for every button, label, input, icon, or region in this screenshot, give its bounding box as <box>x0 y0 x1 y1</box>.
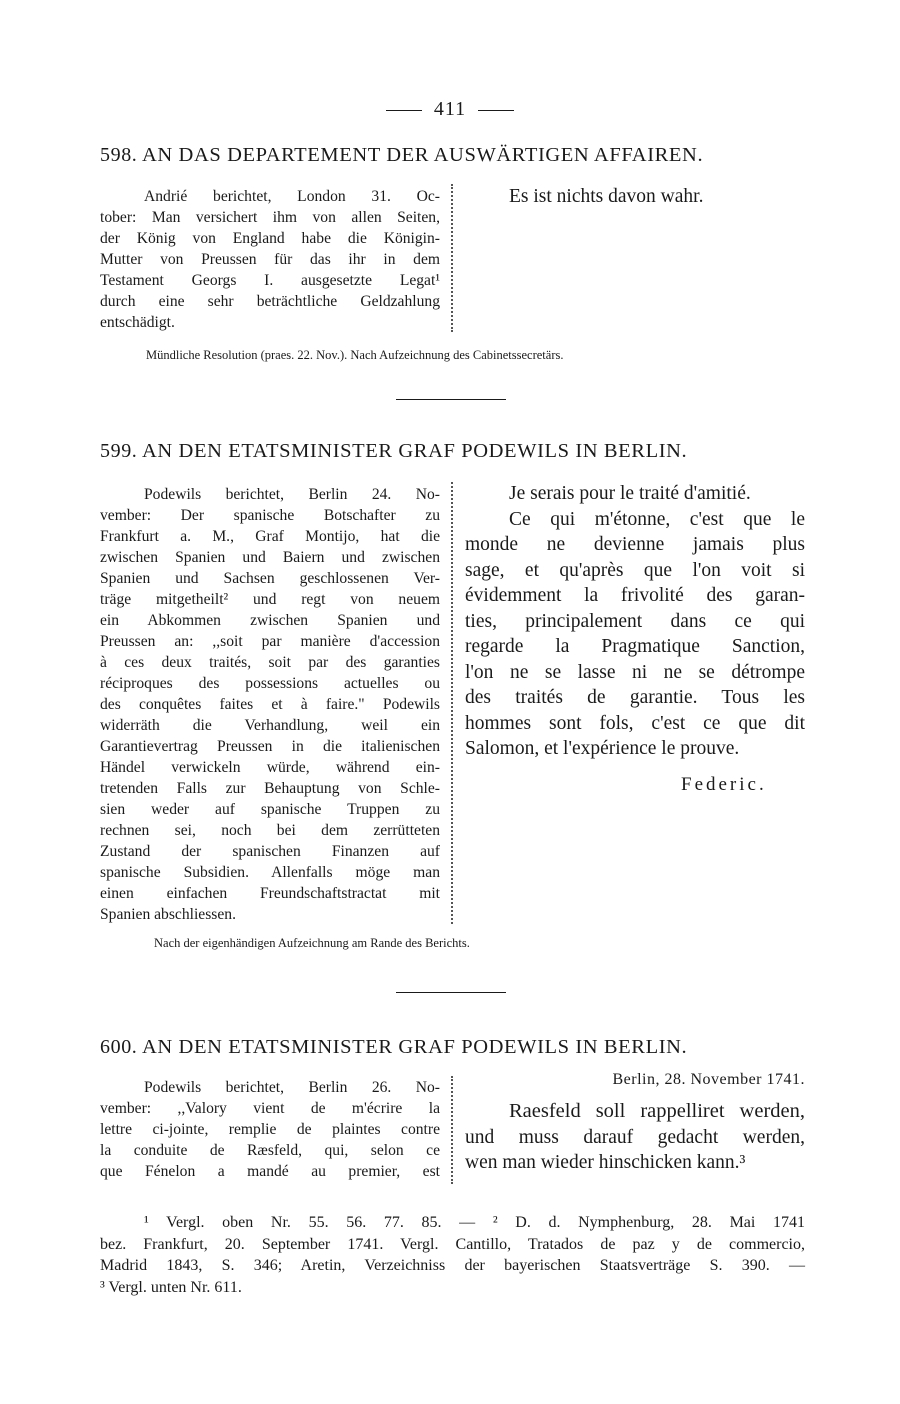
section-600-heading: 600. AN DEN ETATSMINISTER GRAF PODEWILS IN BERLIN. <box>100 1036 688 1058</box>
column-separator <box>451 184 453 332</box>
summary-line: entschädigt. <box>100 314 175 331</box>
section-599-heading: 599. AN DEN ETATSMINISTER GRAF PODEWILS IN BERLIN. <box>100 440 688 462</box>
summary-line: Zustand der spanischen Finanzen auf <box>100 843 440 860</box>
section-600-dateline: Berlin, 28. November 1741. <box>612 1071 805 1088</box>
resolution-line: Je serais pour le traité d'amitié. <box>509 483 751 504</box>
resolution-line: sage, et qu'après que l'on voit si <box>465 559 805 581</box>
column-separator <box>451 482 453 924</box>
resolution-line: regarde la Pragmatique Sanction, <box>465 636 805 657</box>
summary-line: durch eine sehr beträchtliche Geldzahlung <box>100 293 440 310</box>
summary-line: lettre ci-jointe, remplie de plaintes contre <box>100 1121 440 1138</box>
summary-line: tretenden Falls zur Behauptung von Schle- <box>100 780 440 797</box>
resolution-line: évidemment la frivolité des garan- <box>465 585 805 606</box>
footnote-line: bez. Frankfurt, 20. September 1741. Vergl. Cantillo, Tratados de paz y de commercio, <box>100 1235 805 1253</box>
footnote-line: ¹ Vergl. oben Nr. 55. 56. 77. 85. — ² D. d. Nymphenburg, 28. Mai 1741 <box>144 1214 805 1231</box>
summary-line: widerräth die Verhandlung, weil ein <box>100 717 440 734</box>
section-600-resolution <box>465 1099 805 1176</box>
section-598-summary <box>100 186 440 333</box>
resolution-line: des traités de garantie. Tous les <box>465 687 805 708</box>
summary-line: Garantievertrag Preussen in die italienischen <box>100 738 440 755</box>
summary-line: zwischen Spanien und Baiern und zwischen <box>100 549 440 566</box>
summary-line: réciproques des possessions actuelles ou <box>100 675 440 692</box>
summary-line: Spanien abschliessen. <box>100 906 236 923</box>
signature: Federic. <box>681 774 767 795</box>
resolution-line: Ce qui m'étonne, c'est que le <box>509 508 805 530</box>
summary-line: sien weder auf spanische Truppen zu <box>100 801 440 818</box>
summary-line: Preussen an: ,,soit par manière d'accession <box>100 633 440 650</box>
resolution-line: wen man wieder hinschicken kann.³ <box>465 1152 746 1173</box>
section-598-heading: 598. AN DAS DEPARTEMENT DER AUSWÄRTIGEN AFFAIREN. <box>100 144 704 166</box>
section-599-summary <box>100 484 440 925</box>
summary-line: träge mitgetheilt² und regt von neuem <box>100 591 440 608</box>
summary-line: que Fénelon a mandé au premier, est <box>100 1163 440 1180</box>
section-599-note: Nach der eigenhändigen Aufzeichnung am Rande des Berichts. <box>154 936 470 950</box>
resolution-line: l'on ne se lasse ni ne se détrompe <box>465 661 805 683</box>
summary-line: Podewils berichtet, Berlin 24. No- <box>144 486 440 503</box>
footnote-line: Madrid 1843, S. 346; Aretin, Verzeichniss der bayerischen Staatsverträge S. 390. — <box>100 1257 805 1274</box>
page-number-dash-left <box>386 110 422 111</box>
column-separator <box>451 1076 453 1184</box>
section-598-note: Mündliche Resolution (praes. 22. Nov.). Nach Aufzeichnung des Cabinetssecretärs. <box>146 348 564 362</box>
summary-line: tober: Man versichert ihm von allen Seiten, <box>100 209 440 226</box>
summary-line: vember: ,,Valory vient de m'écrire la <box>100 1100 440 1117</box>
page-number: 411 <box>0 98 900 121</box>
section-598-resolution <box>465 184 805 210</box>
section-divider <box>396 992 506 993</box>
section-divider <box>396 399 506 400</box>
summary-line: Andrié berichtet, London 31. Oc- <box>144 188 440 205</box>
footnotes <box>100 1212 805 1298</box>
footnote-line: ³ Vergl. unten Nr. 611. <box>100 1278 242 1296</box>
summary-line: ein Abkommen zwischen Spanien und <box>100 612 440 629</box>
summary-line: Spanien und Sachsen geschlossenen Ver- <box>100 570 440 587</box>
resolution-line: monde ne devienne jamais plus <box>465 534 805 555</box>
summary-line: Frankfurt a. M., Graf Montijo, hat die <box>100 528 440 545</box>
summary-line: Podewils berichtet, Berlin 26. No- <box>144 1079 440 1096</box>
summary-line: la conduite de Ræsfeld, qui, selon ce <box>100 1142 440 1159</box>
summary-line: des conquêtes faites et à faire." Podewils <box>100 696 440 713</box>
summary-line: à ces deux traités, soit par des garanties <box>100 654 440 671</box>
resolution-line: und muss darauf gedacht werden, <box>465 1126 805 1148</box>
summary-line: spanische Subsidien. Allenfalls möge man <box>100 864 440 881</box>
summary-line: rechnen sei, noch bei dem zerrütteten <box>100 822 440 839</box>
resolution-line: Es ist nichts davon wahr. <box>509 186 704 207</box>
summary-line: Händel verwickeln würde, während ein- <box>100 759 440 776</box>
summary-line: vember: Der spanische Botschafter zu <box>100 507 440 524</box>
summary-line: der König von England habe die Königin- <box>100 230 440 247</box>
summary-line: einen einfachen Freundschaftstractat mit <box>100 885 440 902</box>
section-599-resolution <box>465 481 805 762</box>
summary-line: Mutter von Preussen für das ihr in dem <box>100 251 440 268</box>
section-600-summary <box>100 1077 440 1182</box>
summary-line: Testament Georgs I. ausgesetzte Legat¹ <box>100 272 440 289</box>
resolution-line: Raesfeld soll rappelliret werden, <box>509 1100 805 1122</box>
page-number-dash-right <box>478 110 514 111</box>
resolution-line: hommes sont fols, c'est ce que dit <box>465 712 805 734</box>
resolution-line: ties, principalement dans ce qui <box>465 610 805 632</box>
resolution-line: Salomon, et l'expérience le prouve. <box>465 738 740 759</box>
